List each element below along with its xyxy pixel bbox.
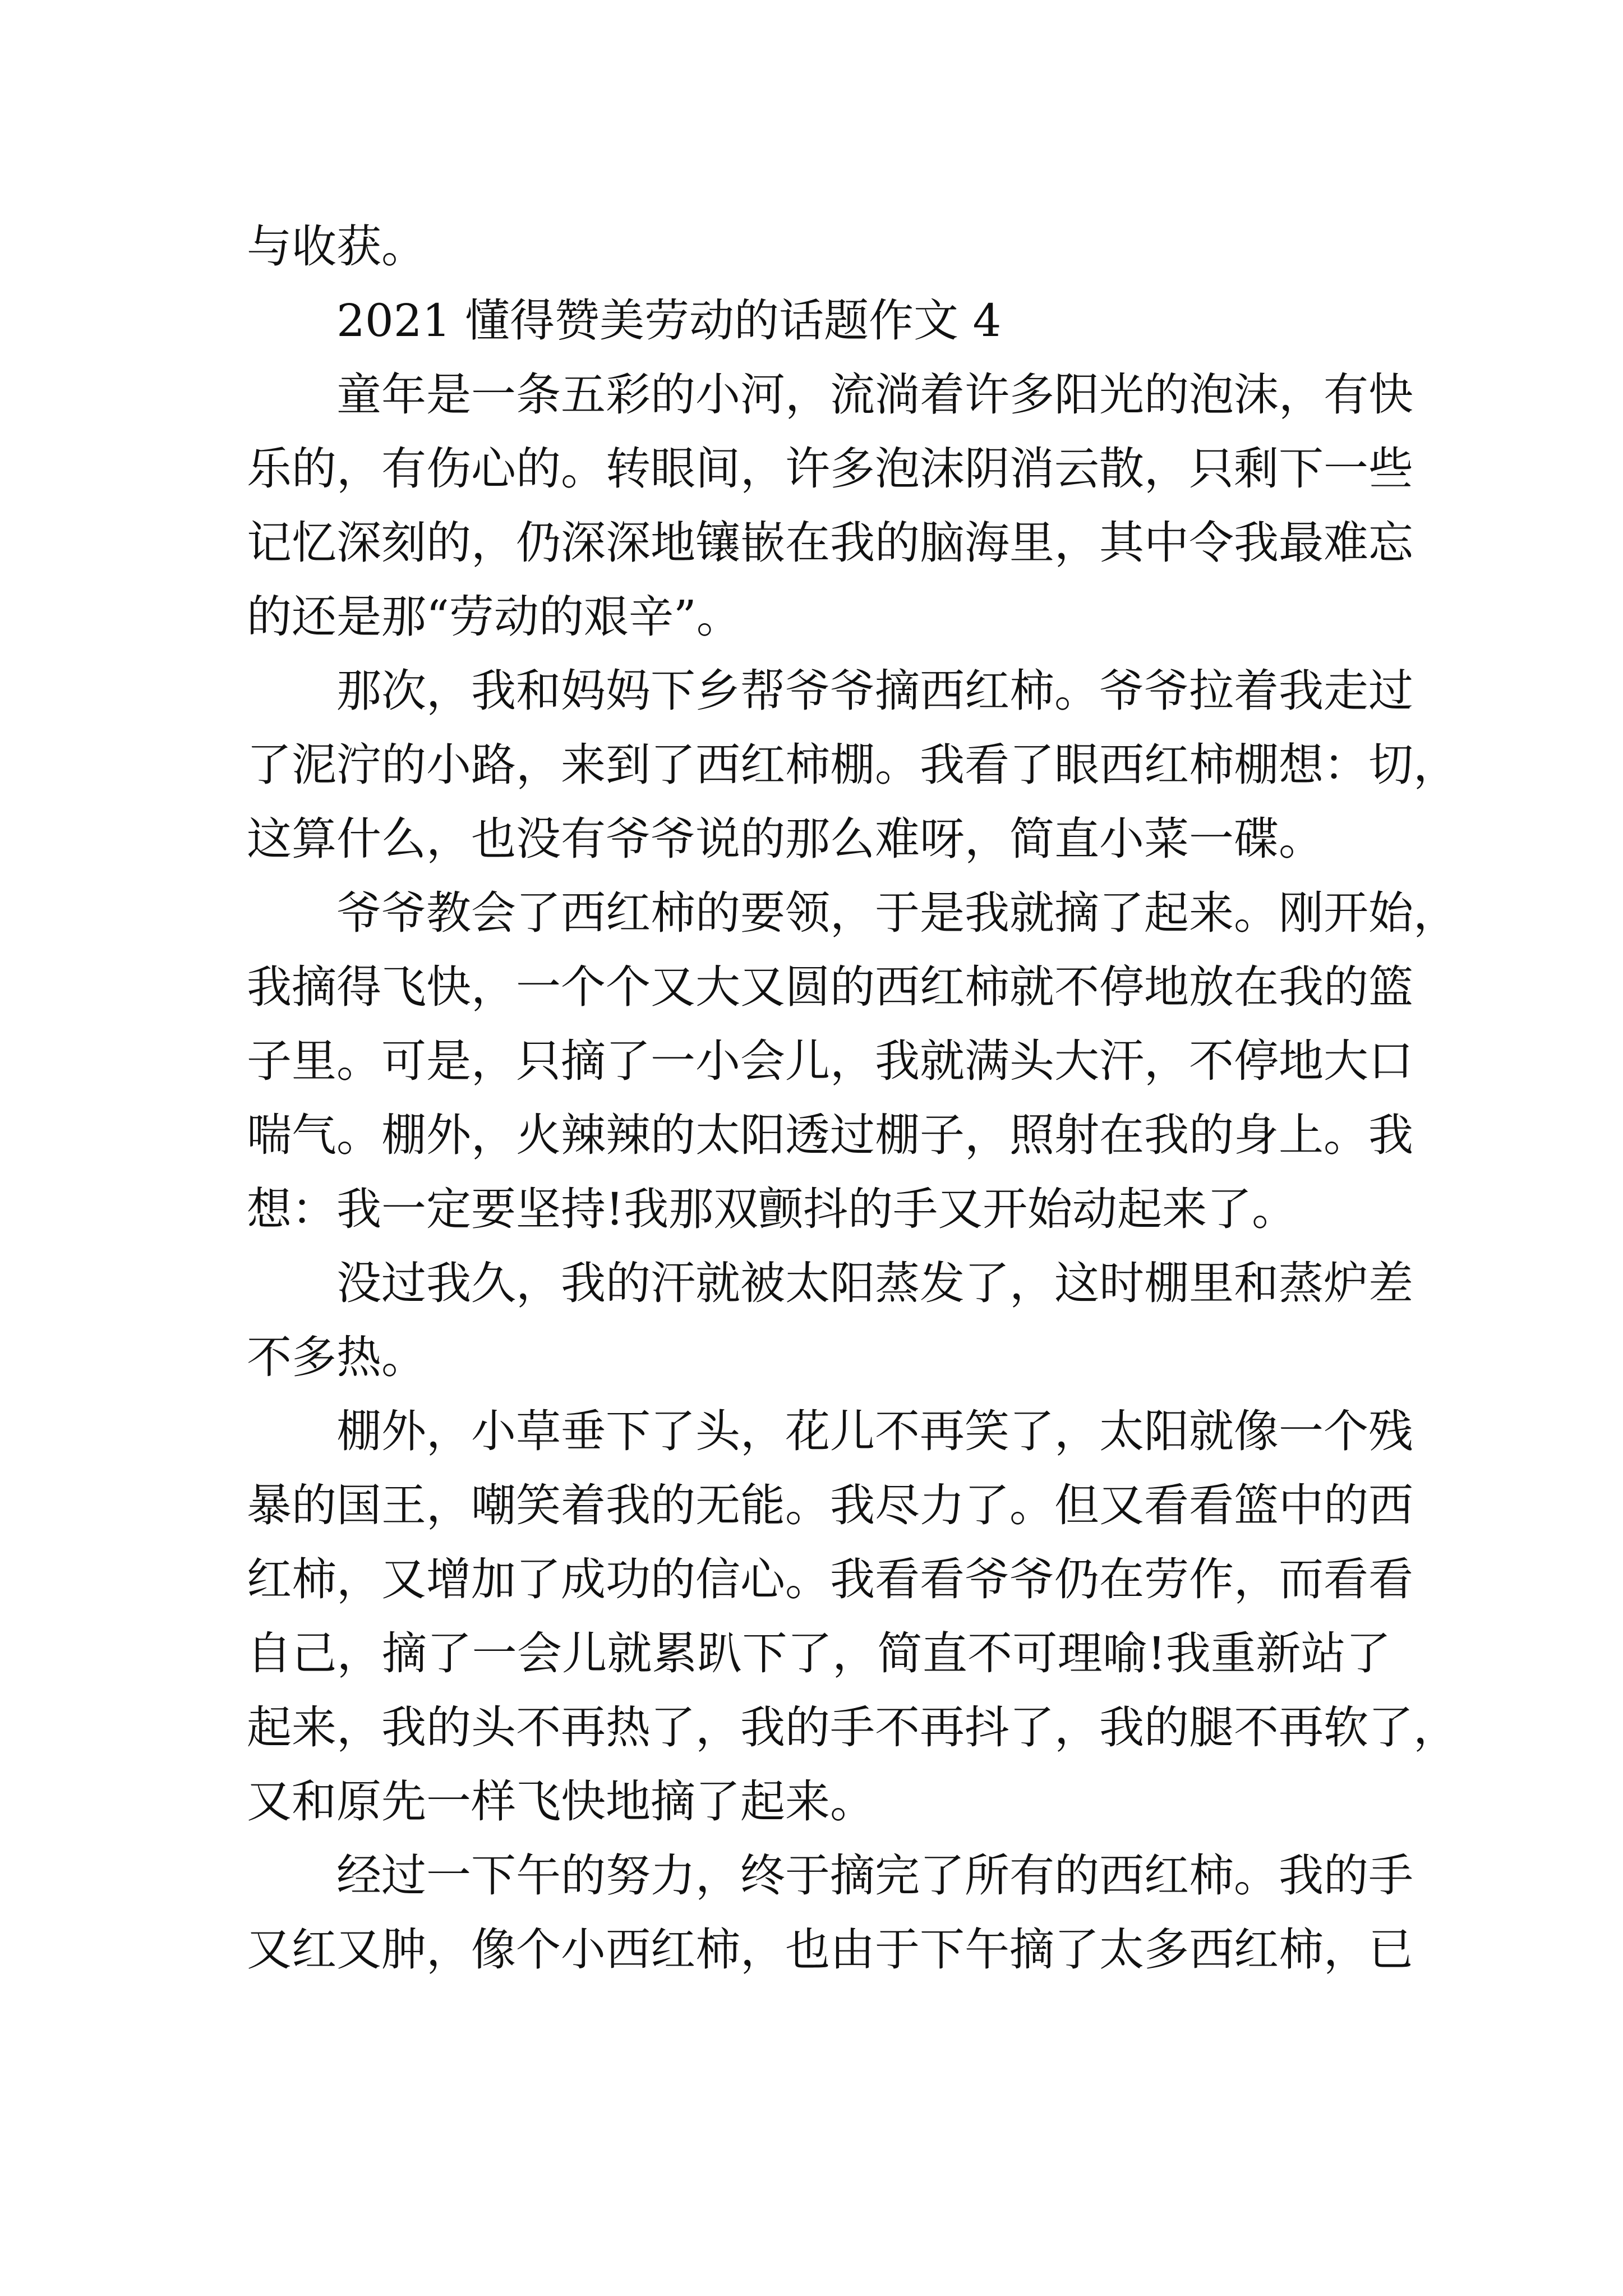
text-line: 的还是那“劳动的艰辛”。 [247, 591, 741, 643]
text-line: 想：我一定要坚持!我那双颤抖的手又开始动起来了。 [247, 1183, 1297, 1235]
text-line: 这算什么，也没有爷爷说的那么难呀，简直小菜一碟。 [247, 813, 1324, 865]
text-line: 那次，我和妈妈下乡帮爷爷摘西红柿。爷爷拉着我走过 [336, 665, 1413, 717]
text-line: 起来，我的头不再热了，我的手不再抖了，我的腿不再软了， [247, 1701, 1458, 1754]
text-line: 我摘得飞快，一个个又大又圆的西红柿就不停地放在我的篮 [247, 961, 1413, 1013]
essay-title: 2021 懂得赞美劳动的话题作文 4 [336, 295, 1002, 347]
text-line: 喘气。棚外，火辣辣的太阳透过棚子，照射在我的身上。我 [247, 1109, 1413, 1161]
text-line: 与收获。 [247, 220, 426, 273]
text-line: 子里。可是，只摘了一小会儿，我就满头大汗，不停地大口 [247, 1035, 1413, 1087]
text-line: 没过我久，我的汗就被太阳蒸发了，这时棚里和蒸炉差 [336, 1257, 1413, 1309]
text-line: 又红又肿，像个小西红柿，也由于下午摘了太多西红柿，已 [247, 1924, 1413, 1976]
text-line: 自己，摘了一会儿就累趴下了，简直不可理喻!我重新站了 [247, 1627, 1391, 1680]
text-line: 又和原先一样飞快地摘了起来。 [247, 1775, 875, 1828]
text-line: 乐的，有伤心的。转眼间，许多泡沫阴消云散，只剩下一些 [247, 443, 1413, 495]
text-line: 不多热。 [247, 1331, 426, 1383]
text-line: 暴的国王，嘲笑着我的无能。我尽力了。但又看看篮中的西 [247, 1479, 1413, 1531]
text-line: 童年是一条五彩的小河，流淌着许多阳光的泡沫，有快 [336, 369, 1413, 421]
text-line: 经过一下午的努力，终于摘完了所有的西红柿。我的手 [336, 1849, 1413, 1902]
text-line: 红柿，又增加了成功的信心。我看看爷爷仍在劳作，而看看 [247, 1553, 1413, 1605]
text-line: 了泥泞的小路，来到了西红柿棚。我看了眼西红柿棚想：切， [247, 739, 1458, 791]
text-line: 记忆深刻的，仍深深地镶嵌在我的脑海里，其中令我最难忘 [247, 517, 1413, 569]
text-line: 爷爷教会了西红柿的要领，于是我就摘了起来。刚开始， [336, 887, 1458, 939]
text-line: 棚外，小草垂下了头，花儿不再笑了，太阳就像一个残 [336, 1405, 1413, 1457]
